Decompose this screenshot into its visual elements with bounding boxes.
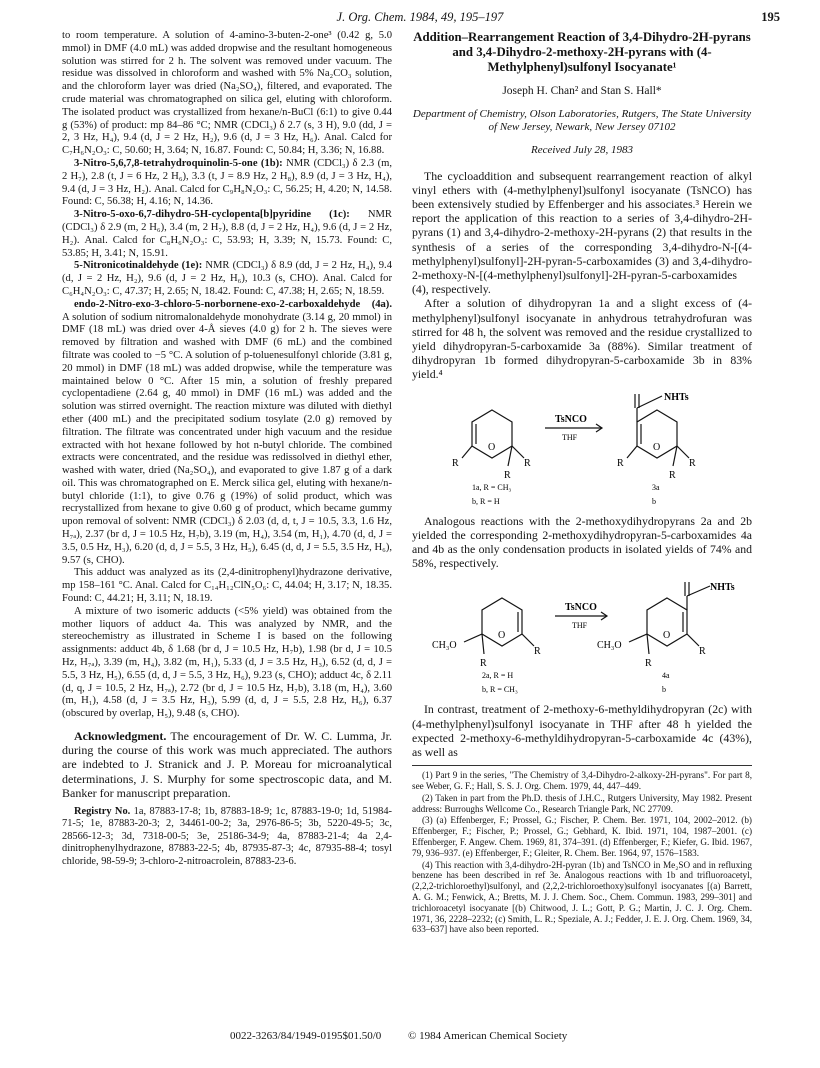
compound-2b-label: b, R = CH₃ [482, 685, 518, 695]
compound-4a-paragraph [62, 299, 392, 568]
scheme-1-drawing [412, 388, 752, 508]
r-group: R [617, 457, 624, 469]
solvent-label: THF [572, 621, 588, 631]
acknowledgment [62, 729, 392, 800]
compound-1e-paragraph [62, 260, 392, 298]
reaction-scheme-2 [412, 576, 752, 696]
article-code: 0022-3263/84/1949-0195$01.50/0 [230, 1030, 382, 1042]
left-column [62, 30, 392, 868]
compound-4a-label: 4a [662, 671, 670, 681]
results-paragraph: After a solution of dihydropyran 1a and a slight excess of (4-methylphenyl)sulfonyl isocyanate in anhydrous tetrahydrofuran was stirred for 48 h, the solvent was removed and the residue crystallized to yield dihydropyran-5-carboxamide 3a (88%). Similar treatment of dihydropyran 1b formed dihydropyran-5-carboxamide 3b in 83% yield.⁴ [412, 296, 752, 382]
acknowledgment-text: The encouragement of Dr. W. C. Lumma, Jr. during the course of this work was much appreciated. The authors are indebted to J. Stranick and J. P. Moreau for microanalytical determinations, J. S. Murphy for some spectroscopic data, and M. Banker for manuscript preparation. [62, 729, 392, 800]
r-group: R [524, 457, 531, 469]
article-title: Addition–Rearrangement Reaction of 3,4-Dihydro-2H-pyrans and 3,4-Dihydro-2-methoxy-2H-pyrans with (4-Methylphenyl)sulfonyl Isocyanate¹ [413, 30, 751, 74]
acknowledgment-title: Acknowledgment. [74, 729, 167, 744]
r-group: R [669, 469, 676, 481]
registry-text: 1a, 87883-17-8; 1b, 87883-18-9; 1c, 87883-19-0; 1d, 51984-71-5; 1e, 87883-20-3; 2, 34461-00-2; 3a, 2976-86-5; 3b, 5220-49-5; 3c, 28566-12-3; 3d, 7318-00-5; 3e, 25186-34-9; 4a, 87883-21-4; 4a 2,4-dinitrophenylhydrazone, 87883-22-5; 4b, 87935-87-3; 4c, 87935-88-4; tosyl chloride, 98-59-9; 3-chloro-2-nitroacrolein, 87883-23-6. [62, 806, 392, 867]
running-header [60, 10, 780, 28]
affiliation: Department of Chemistry, Olson Laboratories, Rutgers, The State University of New Jersey, Newark, New Jersey 07102 [412, 107, 752, 133]
r-group: R [689, 457, 696, 469]
experimental-paragraph: to room temperature. A solution of 4-amino-3-buten-2-one³ (0.42 g, 5.0 mmol) in DMF (4.0 mL) was added dropwise and the resultant homogeneous solution was stirred for 2 h. The solvent was removed under vacuum. The residue was dissolved in chloroform and washed with 5% Na₂CO₃ solution, and the chloroform layer was dried (Na₂SO₄), filtered, and evaporated. The crude material was chromatographed on silica gel, eluting with chloroform. The isolated product was crystallized from hexane/n-BuCl (6:1) to give 0.44 g (53%) of product: mp 84–86 °C; NMR (CDCl₃) δ 2.7 (s, 3 H), 9.0 (dd, J = 2, 3 Hz, H₄), 9.4 (d, J = 2 Hz, H₂), 9.6 (d, J = 3 Hz, H₆). Anal. Calcd for C₇H₆N₂O₃: C, 50.60; H, 3.64; N, 16.87. Found: C, 50.84; H, 3.36; N, 16.88. [62, 30, 392, 157]
compound-3a-label: 3a [652, 482, 660, 492]
footnote-3: (3) (a) Effenberger, F.; Prossel, G.; Fischer, P. Chem. Ber. 1971, 104, 2002–2012. (b) Effenberger, F.; Fischer, P.; Prossel, G.; Gebhard, K. Ibid. 1971, 104, 1987–2001. (c) Effenberger, F. Angew. Chem. 1969, 81, 374–391. (d) Effenberger, F.; Kiefer, G. Ibid. 1967, 79, 936–937. (e) Effenberger, F.; Gleiter, R. Chem. Ber. 1964, 97, 1576–1583. [412, 815, 752, 858]
registry-numbers [62, 806, 392, 868]
r-group: R [534, 646, 541, 658]
methoxy-group: CH₃O [597, 640, 622, 652]
author-line: Joseph H. Chan² and Stan S. Hall* [502, 85, 662, 97]
compound-1b-paragraph [62, 158, 392, 209]
compound-heading: 3-Nitro-5,6,7,8-tetrahydroquinolin-5-one (1b): [74, 157, 283, 169]
ring-oxygen: O [498, 630, 506, 642]
ring-oxygen: O [488, 441, 496, 453]
r-group: R [699, 646, 706, 658]
compound-heading: endo-2-Nitro-exo-3-chloro-5-norbornene-exo-2-carboxaldehyde (4a). [74, 298, 392, 310]
right-column [412, 30, 752, 936]
footnote-4: (4) This reaction with 3,4-dihydro-2H-pyran (1b) and TsNCO in Me₂SO and in refluxing benzene has been described in ref 3e. Analogous reactions with 1b and trifluoroacetyl, (2,2,2-trichloroethyl)sulfonyl, and (2,2,2-trichloroethoxy)sulfonyl isocyanates [(a) Barrett, A. G. M.; Fenwick, A.; Bretts, M. J. J. Chem. Soc., Chem. Commun. 1983, 299–301] and trichloroacetyl isocyanate [(b) Chitwood, J. L.; Gott, P. G.; Martin, J. C. J. Org. Chem. 1971, 36, 2228–2232; (c) Smith, L. R.; Speziale, A. J.; Fedder, J. E. J. Org. Chem. 1969, 34, 633–637] have also been reported. [412, 859, 752, 935]
r-group: R [480, 658, 487, 670]
reagent-label: TsNCO [555, 413, 587, 425]
ring-oxygen: O [663, 630, 671, 642]
ring-oxygen: O [653, 441, 661, 453]
scheme-2-drawing [412, 576, 752, 696]
compound-data: NMR (CDCl₃) δ 8.9 (dd, J = 2 Hz, H₄), 9.4 (d, J = 2 Hz, H₂), 9.6 (d, J = 2 Hz, H₆), 10.3 (s, CHO). Anal. Calcd for C₆H₄N₂O₃: C, 47.37; H, 2.65; N, 18.42. Found: C, 47.38; H, 2.65; N, 18.59. [62, 260, 392, 297]
reaction-scheme-1 [412, 388, 752, 508]
footnotes [412, 765, 752, 935]
article-body [412, 169, 752, 760]
registry-title: Registry No. [74, 806, 131, 818]
compound-3b-label: b [652, 496, 656, 506]
solvent-label: THF [562, 432, 578, 442]
nhts-group: NHTs [710, 582, 735, 594]
compound-heading: 3-Nitro-5-oxo-6,7-dihydro-5H-cyclopenta[b]pyridine (1c): [74, 209, 350, 221]
r-group: R [645, 658, 652, 670]
isomer-paragraph: A mixture of two isomeric adducts (<5% yield) was obtained from the mother liquors of adduct 4a. This was analyzed by NMR, and the stereochemistry as illustrated in Scheme I is based on the following assignments: adduct 4b, δ 1.68 (br d, J = 10.5 Hz, H₇b), 1.98 (br d, J = 10.5 Hz, H₇ₐ), 3.39 (m, H₄), 3.82 (m, H₁), 5.33 (d, J = 3.5 Hz, H₃), 6.52 (d, d, J = 5.5, 3 Hz, H₅), 6.55 (d, d, J = 5.5, 3 Hz, H₆), 9.23 (s, CHO); adduct 4c, δ 2.11 (d, q, J = 10.5, 2 Hz, H₇ₐ), 2.72 (br d, J = 10.5 Hz, H₇b), 3.18 (m, H₄), 3.60 (m, H₁), 4.58 (d, J = 3.5 Hz, H₃), 5.99 (d, d, J = 5.5, 2.8 Hz, H₆), 6.37 (obscured by overlap, H₅), 9.48 (s, CHO). [62, 605, 392, 720]
compound-data: NMR (CDCl₃) δ 2.9 (m, 2 H₆), 3.4 (m, 2 H₇), 8.8 (d, J = 2 Hz, H₄), 9.6 (d, J = 2 Hz, H₂). Anal. Calcd for C₈H₆N₂O₃: C, 53.93; H, 3.39; N, 15.73. Found: C, 53.85; H, 3.41; N, 15.91. [62, 209, 392, 259]
compound-data: NMR (CDCl₃) δ 2.3 (m, 2 H₇), 2.8 (t, J = 6 Hz, 2 H₆), 3.3 (t, J = 8.9 Hz, 2 H₈), 8.9 (d, J = 3 Hz, H₄), 9.4 (d, J = 3 Hz, H₂). Anal. Calcd for C₉H₈N₂O₃: C, 56.25; H, 4.20; N, 14.58. Found: C, 56.38; H, 4.16; N, 14.36. [62, 157, 392, 208]
nhts-group: NHTs [664, 391, 689, 403]
page-number: 195 [761, 10, 780, 24]
compound-data: A solution of sodium nitromalonaldehyde monohydrate (3.14 g, 20 mmol) in DMF (18 mL) was dried over 4-Å sieves (4.0 g) for 2 h. The sieves were removed by filtration and washed with DMF (6 mL) and the combined filtrate was cooled to −5 °C. A solution of p-toluenesulfonyl chloride (3.81 g, 20 mmol) in DMF (18 mL) was added dropwise, while the temperature was maintained below 0 °C. After 15 min, a solution of freshly prepared cyclopentadiene (2.64 g, 40 mmol) in DMF (16 mL) was added and the solution was stirred overnight. The reaction mixture was diluted with diethyl ether (400 mL) and the precipitated sodium tosylate (2.0 g) removed by filtration. The filtrate was concentrated under high vacuum and the residue extracted with hot hexane followed by hot n-butyl chloride. The combined extracts were concentrated, and the residue was redissolved in diethyl ether, washed with water, dried (Na₂SO₄), and evaporated to give 1.87 g of a dark oil. This was chromatographed on E. Merck silica gel, eluting with hexane/n-butyl chloride (1:1), to give 0.76 g (19%) of solid product, which was recrystallized from hexane to give 0.60 g of product, which became gummy upon removal of solvent: NMR (CDCl₃) δ 2.03 (d, d, t, J = 10.5, 3.3, 1.6 Hz, H₇ₐ), 2.37 (br d, J = 10.5 Hz, H₇b), 3.19 (m, H₄), 3.54 (m, H₁), 4.70 (d, d, J = 3.5, 0.5 Hz, H₃), 6.20 (d, d, J = 5.5, 3 Hz, H₅), 6.45 (d, d, J = 5.5, 3.5 Hz, H₆), 9.57 (s, CHO). [62, 311, 392, 566]
r-group: R [504, 469, 511, 481]
compound-4b-label: b [662, 685, 666, 695]
received-date: Received July 28, 1983 [530, 143, 633, 156]
footnote-2: (2) Taken in part from the Ph.D. thesis of J.H.C., Rutgers University, May 1982. Present address: Burroughs Wellcome Co., Research Triangle Park, NC 27709. [412, 792, 752, 814]
r-group: R [452, 457, 459, 469]
compound-2a-label: 2a, R = H [482, 671, 514, 681]
compound-1a-label: 1a, R = CH₃ [472, 482, 512, 492]
footnote-1: (1) Part 9 in the series, "The Chemistry of 3,4-Dihydro-2-alkoxy-2H-pyrans". For part 8, see Weber, G. F.; Hall, S. S. J. Org. Chem. 1979, 44, 447–449. [412, 770, 752, 792]
compound-1b-label: b, R = H [472, 496, 500, 506]
reagent-label: TsNCO [565, 602, 597, 614]
journal-citation: J. Org. Chem. 1984, 49, 195–197 [336, 10, 504, 24]
page-footer [230, 1030, 790, 1042]
derivative-paragraph: This adduct was analyzed as its (2,4-dinitrophenyl)hydrazone derivative, mp 158–161 °C. Anal. Calcd for C₁₄H₁₂ClN₅O₆: C, 44.04; H, 3.17; N, 18.35. Found: C, 44.21; H, 3.11; N, 18.19. [62, 567, 392, 605]
contrast-paragraph: In contrast, treatment of 2-methoxy-6-methyldihydropyran (2c) with (4-methylphenyl)sulfonyl isocyanate in THF after 48 h yielded the expected 2-methoxy-6-methyldihydropyran-5-carboxamide 4c (43%), as well as [412, 702, 752, 760]
compound-heading: 5-Nitronicotinaldehyde (1e): [74, 260, 203, 272]
copyright: © 1984 American Chemical Society [408, 1030, 568, 1042]
compound-1c-paragraph [62, 209, 392, 260]
intro-paragraph: The cycloaddition and subsequent rearrangement reaction of alkyl vinyl ethers with (4-methylphenyl)sulfonyl isocyanate (TsNCO) has been extensively studied by Effenberger and his associates.³ Herein we report the application of this reaction to a series of 3,4-dihydro-2H-pyrans (1) and 3,4-dihydro-2-methoxy-2H-pyrans (2) that results in the synthesis of a series of the corresponding 3,4-dihydro-N-[(4-methylphenyl)sulfonyl]-2H-pyran-5-carboxamides (3) and 3,4-dihydro-2-methoxy-N-[(4-methylphenyl)sulfonyl]-2H-pyran-5-carboxamides (4), respectively. [412, 168, 752, 297]
methoxy-paragraph: Analogous reactions with the 2-methoxydihydropyrans 2a and 2b yielded the corresponding 2-methoxydihydropyran-5-carboxamides 4a and 4b as the only condensation products in isolated yields of 74% and 58%, respectively. [412, 513, 752, 571]
methoxy-group: CH₃O [432, 640, 457, 652]
